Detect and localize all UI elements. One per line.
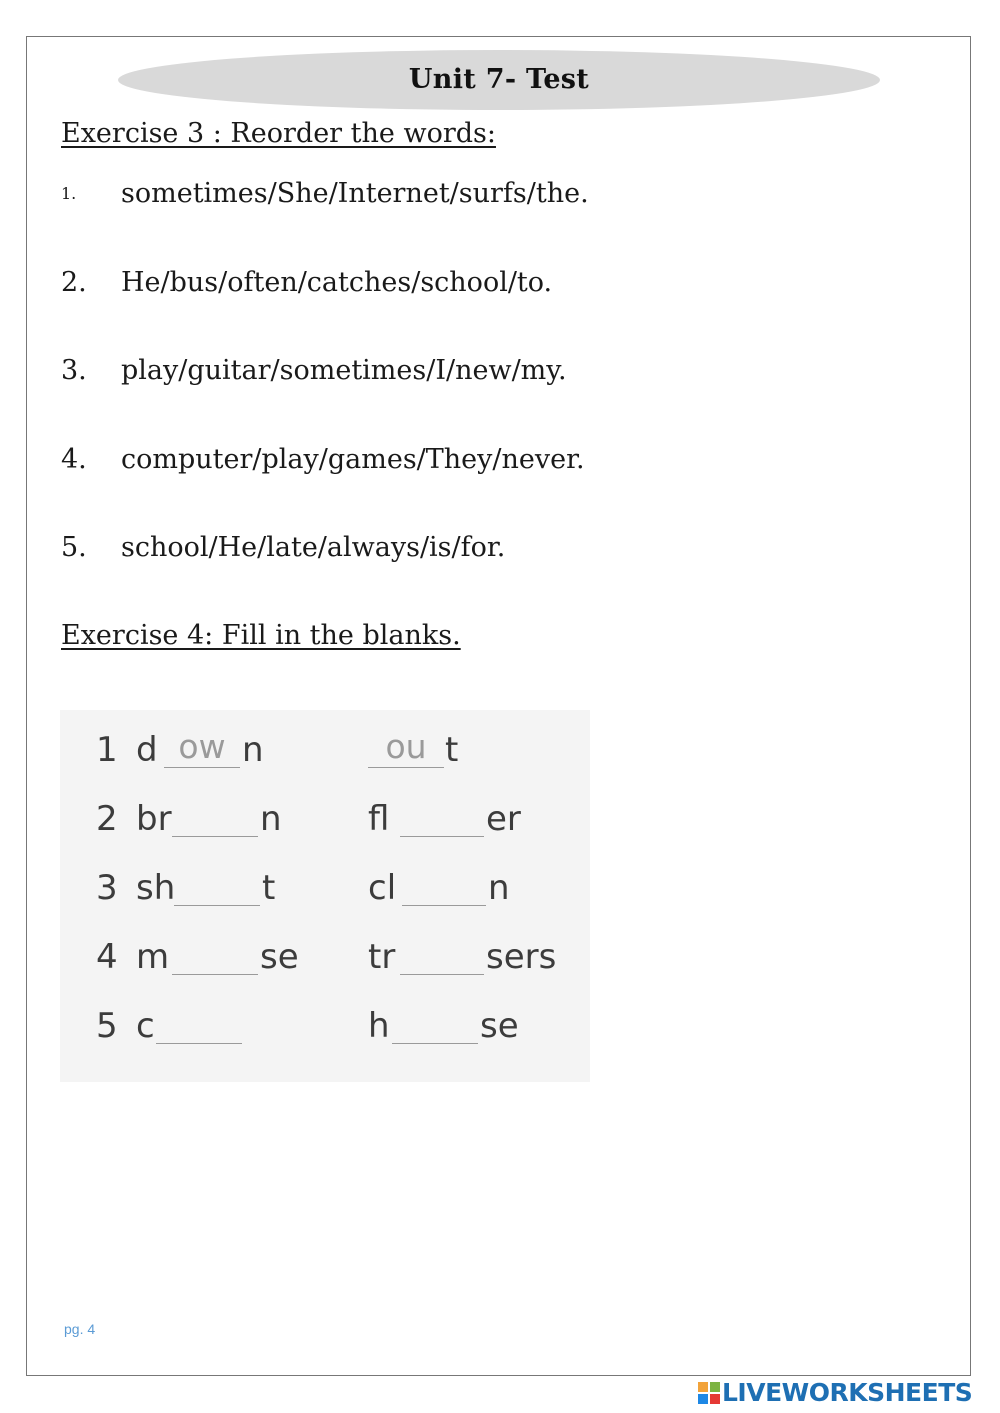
word-start: c bbox=[136, 1006, 155, 1046]
word-start: br bbox=[136, 799, 172, 839]
item-number: 4. bbox=[61, 444, 87, 475]
word-end: se bbox=[260, 937, 299, 977]
word-end: t bbox=[262, 868, 276, 908]
answer-blank[interactable] bbox=[174, 865, 260, 906]
reorder-item-3 bbox=[61, 355, 567, 391]
page-title: Unit 7- Test bbox=[408, 64, 590, 95]
fill-in-blanks-image bbox=[60, 710, 590, 1082]
answer-blank[interactable] bbox=[400, 934, 484, 975]
answer-blank[interactable] bbox=[172, 796, 258, 837]
word-start: tr bbox=[368, 937, 396, 977]
scrambled-sentence: computer/play/games/They/never. bbox=[121, 444, 585, 475]
fill-row-1 bbox=[60, 727, 590, 773]
page-border bbox=[26, 36, 971, 1376]
page-number: pg. 4 bbox=[64, 1321, 96, 1337]
logo-icon bbox=[698, 1382, 720, 1404]
reorder-item-5 bbox=[61, 532, 505, 568]
word-end: n bbox=[260, 799, 282, 839]
item-number: 2. bbox=[61, 267, 87, 298]
item-number: 5. bbox=[61, 532, 87, 563]
item-number: 3. bbox=[61, 355, 87, 386]
answer-blank[interactable] bbox=[402, 865, 486, 906]
row-number: 5 bbox=[96, 1006, 118, 1046]
brand-name: LIVEWORKSHEETS bbox=[722, 1378, 973, 1407]
answer-blank[interactable]: ow bbox=[164, 727, 240, 768]
reorder-item-1 bbox=[61, 178, 589, 214]
word-start: h bbox=[368, 1006, 390, 1046]
reorder-item-4 bbox=[61, 444, 585, 480]
fill-row-5 bbox=[60, 1003, 590, 1049]
word-end: n bbox=[488, 868, 510, 908]
scrambled-sentence: He/bus/often/catches/school/to. bbox=[121, 267, 553, 298]
fill-row-3 bbox=[60, 865, 590, 911]
answer-blank[interactable] bbox=[392, 1003, 478, 1044]
liveworksheets-logo[interactable] bbox=[698, 1378, 972, 1408]
answer-blank[interactable] bbox=[172, 934, 258, 975]
scrambled-sentence: sometimes/She/Internet/surfs/the. bbox=[121, 178, 589, 209]
scrambled-sentence: school/He/late/always/is/for. bbox=[121, 532, 506, 563]
row-number: 1 bbox=[96, 730, 118, 770]
word-start: d bbox=[136, 730, 158, 770]
word-start: cl bbox=[368, 868, 397, 908]
answer-blank[interactable] bbox=[156, 1003, 242, 1044]
word-start: m bbox=[136, 937, 170, 977]
row-number: 4 bbox=[96, 937, 118, 977]
fill-row-2 bbox=[60, 796, 590, 842]
word-end: er bbox=[486, 799, 521, 839]
row-number: 3 bbox=[96, 868, 118, 908]
word-end: n bbox=[242, 730, 264, 770]
word-start: fl bbox=[368, 799, 390, 839]
answer-blank[interactable] bbox=[400, 796, 484, 837]
fill-row-4 bbox=[60, 934, 590, 980]
reorder-item-2 bbox=[61, 267, 552, 303]
scrambled-sentence: play/guitar/sometimes/I/new/my. bbox=[121, 355, 567, 386]
word-end: t bbox=[445, 730, 459, 770]
word-end: sers bbox=[486, 937, 557, 977]
exercise-4-heading: Exercise 4: Fill in the blanks. bbox=[61, 620, 461, 651]
word-end: se bbox=[480, 1006, 519, 1046]
word-start: sh bbox=[136, 868, 176, 908]
row-number: 2 bbox=[96, 799, 118, 839]
answer-blank[interactable]: ou bbox=[368, 727, 444, 768]
exercise-3-heading: Exercise 3 : Reorder the words: bbox=[61, 118, 496, 149]
item-number: 1. bbox=[61, 184, 77, 203]
